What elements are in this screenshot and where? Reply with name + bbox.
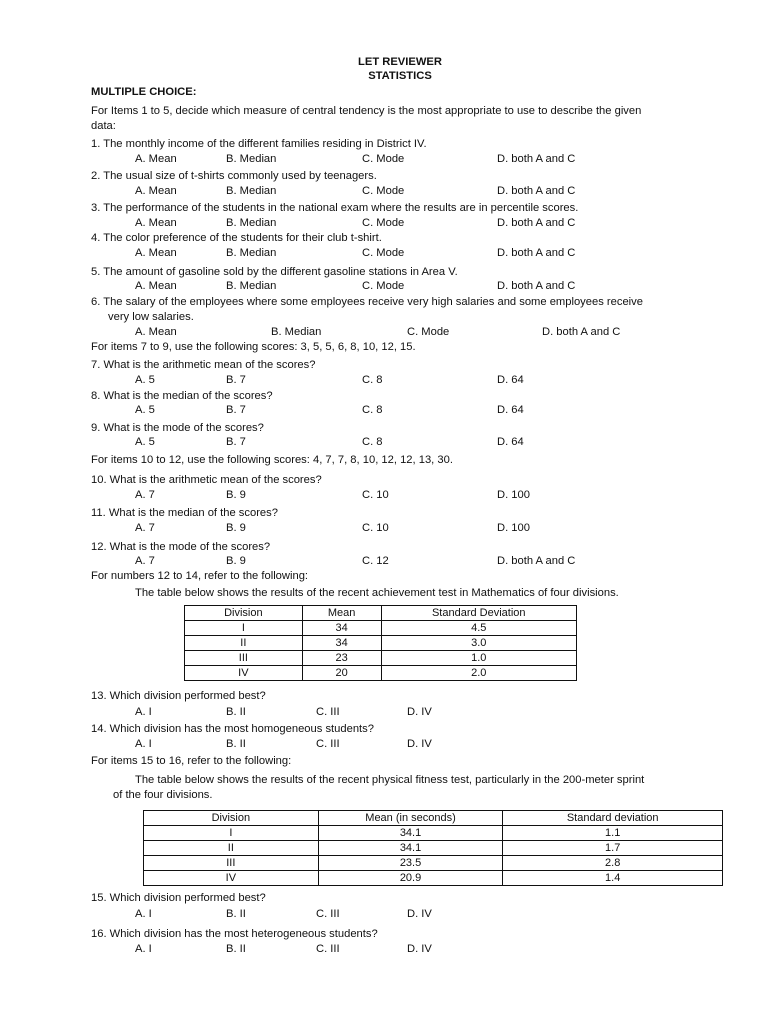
table-row [185,636,577,651]
table-cell: 2.0 [381,666,576,681]
table-cell: II [185,636,303,651]
choice-b: B. 7 [226,374,246,386]
table-cell: 1.7 [503,841,723,856]
table-cell: 1.0 [381,651,576,666]
table-cell: 2.8 [503,856,723,871]
question-7: 7. What is the arithmetic mean of the scores? [91,359,316,371]
choice-d: D. both A and C [497,217,576,229]
choice-b: B. 9 [226,555,246,567]
question-5: 5. The amount of gasoline sold by the different gasoline stations in Area V. [91,266,458,278]
choice-b: B. 9 [226,522,246,534]
choice-a: A. 5 [135,436,155,448]
choice-d: D. both A and C [497,185,576,197]
table-header: Division [185,606,303,621]
table-cell: 4.5 [381,621,576,636]
table-row [185,666,577,681]
choice-c: C. III [316,908,340,920]
instruction-items-15-16: For items 15 to 16, refer to the following: [91,755,292,767]
question-13: 13. Which division performed best? [91,690,266,702]
choice-a: A. 7 [135,489,155,501]
question-1: 1. The monthly income of the different families residing in District IV. [91,138,427,150]
choice-a: A. 7 [135,555,155,567]
choice-c: C. 8 [362,404,383,416]
table2-intro: The table below shows the results of the recent physical fitness test, particularly in the 200-meter sprint [135,774,645,786]
table-header-row [185,606,577,621]
instruction-items-7-9: For items 7 to 9, use the following scores: 3, 5, 5, 6, 8, 10, 12, 15. [91,341,416,353]
table-cell: 34 [302,621,381,636]
choice-a: A. I [135,738,152,750]
choice-d: D. IV [407,706,432,718]
choice-d: D. 64 [497,404,524,416]
instruction-numbers-12-14: For numbers 12 to 14, refer to the following: [91,570,309,582]
table-cell: 23.5 [318,856,503,871]
fitness-table [143,810,723,886]
section-heading: MULTIPLE CHOICE: [91,86,197,98]
choice-c: C. 8 [362,436,383,448]
choice-a: A. I [135,706,152,718]
question-6: 6. The salary of the employees where some employees receive very high salaries and some employees receive [91,296,643,308]
choice-d: D. both A and C [542,326,621,338]
table2-intro-cont: of the four divisions. [113,789,213,801]
choice-b: B. Median [226,280,277,292]
question-14: 14. Which division has the most homogeneous students? [91,723,374,735]
table-cell: III [144,856,319,871]
table-cell: IV [144,871,319,886]
choice-d: D. both A and C [497,247,576,259]
table-row [144,841,723,856]
question-4: 4. The color preference of the students for their club t-shirt. [91,232,382,244]
choice-b: B. 9 [226,489,246,501]
choice-d: D. IV [407,908,432,920]
choice-a: A. Mean [135,217,177,229]
table-header: Division [144,811,319,826]
choice-d: D. 64 [497,374,524,386]
instruction-items-1-5: For Items 1 to 5, decide which measure of central tendency is the most appropriate to use to describe the given [91,105,642,117]
choice-b: B. II [226,706,246,718]
document-title: LET REVIEWER [358,56,442,68]
question-2: 2. The usual size of t-shirts commonly used by teenagers. [91,170,377,182]
choice-a: A. Mean [135,326,177,338]
table-cell: 20 [302,666,381,681]
choice-a: A. Mean [135,153,177,165]
choice-b: B. Median [226,185,277,197]
question-10: 10. What is the arithmetic mean of the scores? [91,474,322,486]
choice-c: C. Mode [362,185,405,197]
choice-c: C. 10 [362,489,389,501]
question-9: 9. What is the mode of the scores? [91,422,264,434]
table-cell: 20.9 [318,871,503,886]
choice-d: D. IV [407,943,432,955]
choice-c: C. Mode [407,326,450,338]
question-11: 11. What is the median of the scores? [91,507,278,519]
table-cell: 34 [302,636,381,651]
table-cell: I [144,826,319,841]
table-cell: I [185,621,303,636]
table-cell: III [185,651,303,666]
table-header: Mean [302,606,381,621]
table-row [185,651,577,666]
choice-b: B. 7 [226,436,246,448]
choice-a: A. 5 [135,374,155,386]
choice-a: A. Mean [135,247,177,259]
choice-a: A. 5 [135,404,155,416]
choice-a: A. I [135,943,152,955]
table-header: Standard Deviation [381,606,576,621]
choice-b: B. Median [271,326,322,338]
choice-d: D. both A and C [497,555,576,567]
question-12: 12. What is the mode of the scores? [91,541,271,553]
choice-b: B. 7 [226,404,246,416]
choice-d: D. both A and C [497,153,576,165]
question-16: 16. Which division has the most heterogeneous students? [91,928,378,940]
table-cell: 34.1 [318,826,503,841]
question-3: 3. The performance of the students in the national exam where the results are in percentile scores. [91,202,579,214]
table-row [144,871,723,886]
table-cell: IV [185,666,303,681]
choice-c: C. 10 [362,522,389,534]
table-header: Standard deviation [503,811,723,826]
choice-d: D. 100 [497,489,530,501]
instruction-items-1-5-cont: data: [91,120,116,132]
table-row [144,856,723,871]
table-cell: 3.0 [381,636,576,651]
table1-intro: The table below shows the results of the recent achievement test in Mathematics of four divisions. [135,587,619,599]
choice-c: C. III [316,706,340,718]
choice-c: C. Mode [362,280,405,292]
question-6-cont: very low salaries. [108,311,194,323]
achievement-table [184,605,577,681]
choice-b: B. Median [226,153,277,165]
choice-c: C. Mode [362,217,405,229]
choice-a: A. Mean [135,280,177,292]
choice-c: C. III [316,738,340,750]
table-cell: 1.4 [503,871,723,886]
table-cell: 34.1 [318,841,503,856]
choice-b: B. Median [226,217,277,229]
table-cell: 1.1 [503,826,723,841]
choice-b: B. II [226,943,246,955]
choice-c: C. 12 [362,555,389,567]
table-cell: II [144,841,319,856]
document-subtitle: STATISTICS [368,70,432,82]
choice-c: C. Mode [362,153,405,165]
choice-b: B. II [226,738,246,750]
choice-c: C. 8 [362,374,383,386]
choice-a: A. 7 [135,522,155,534]
choice-a: A. Mean [135,185,177,197]
choice-d: D. 100 [497,522,530,534]
instruction-items-10-12: For items 10 to 12, use the following scores: 4, 7, 7, 8, 10, 12, 12, 13, 30. [91,454,453,466]
question-15: 15. Which division performed best? [91,892,266,904]
choice-a: A. I [135,908,152,920]
choice-b: B. Median [226,247,277,259]
table-row [144,826,723,841]
table-header-row [144,811,723,826]
choice-c: C. III [316,943,340,955]
choice-b: B. II [226,908,246,920]
table-header: Mean (in seconds) [318,811,503,826]
choice-d: D. 64 [497,436,524,448]
table-row [185,621,577,636]
choice-d: D. both A and C [497,280,576,292]
choice-c: C. Mode [362,247,405,259]
table-cell: 23 [302,651,381,666]
question-8: 8. What is the median of the scores? [91,390,273,402]
choice-d: D. IV [407,738,432,750]
